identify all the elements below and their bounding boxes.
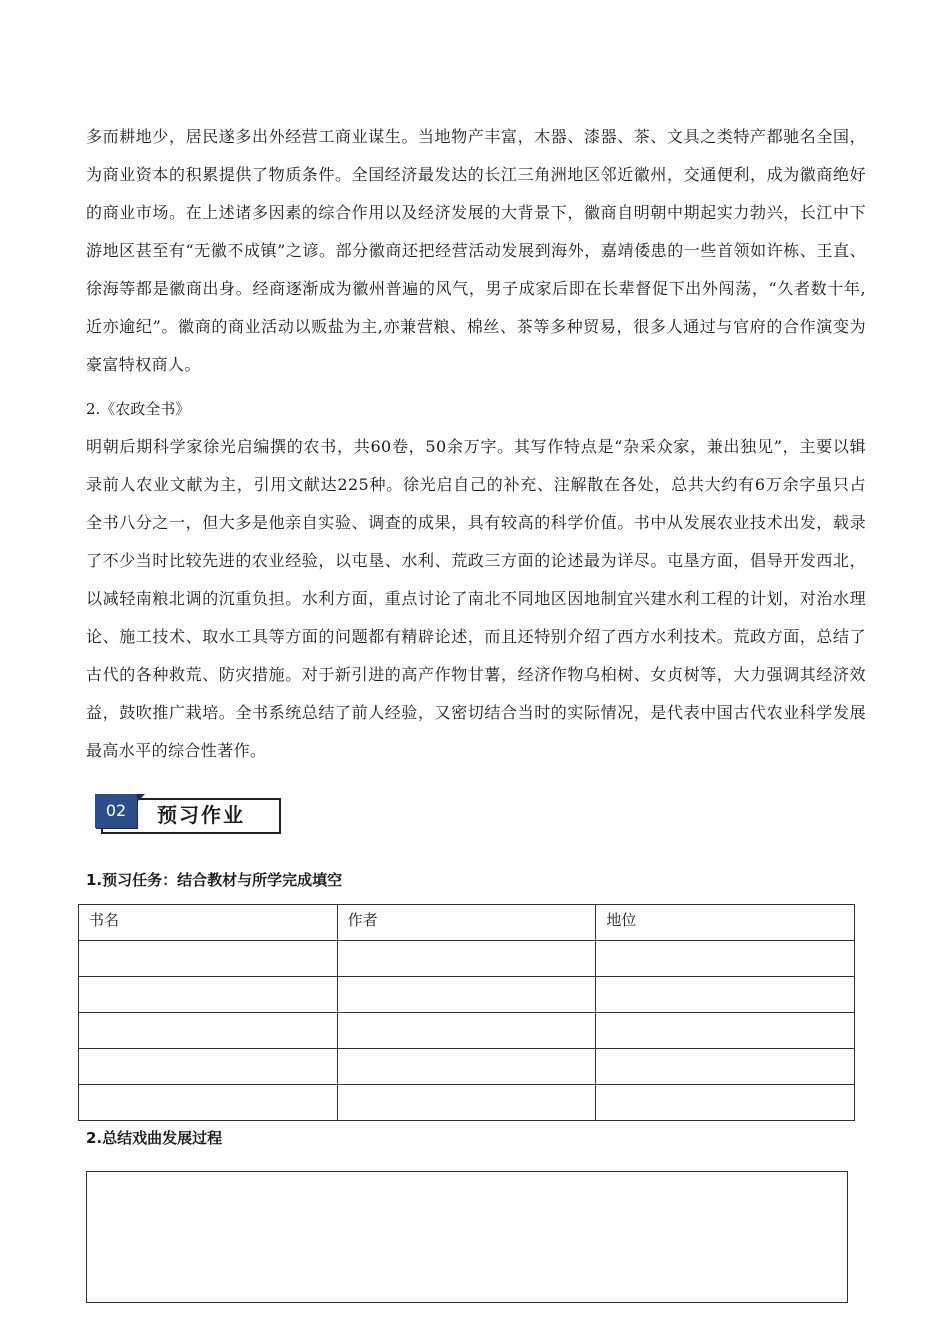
paragraph-nongzheng-quanshu: 明朝后期科学家徐光启编撰的农书，共60卷，50余万字。其写作特点是“杂采众家，兼出独见”，主要以辑录前人农业文献为主，引用文献达225种。徐光启自己的补充、注解散在各处，总共大约有6万余字虽只占全书八分之一，但大多是他亲自实验、调查的成果，具有较高的科学价值。书中从发展农业技术出发，载录了不少当时比较先进的农业经验，以屯垦、水利、荒政三方面的论述最为详尽。屯垦方面，倡导开发西北，以减轻南粮北调的沉重负担。水利方面，重点讨论了南北不同地区因地制宜兴建水利工程的计划，对治水理论、施工技术、取水工具等方面的问题都有精辟论述，而且还特别介绍了西方水利技术。荒政方面，总结了古代的各种救荒、防灾措施。对于新引进的高产作物甘薯，经济作物乌桕树、女贞树等，大力强调其经济效益，鼓吹推广栽培。全书系统总结了前人经验，又密切结合当时的实际情况，是代表中国古代农业科学发展最高水平的综合性著作。 (86, 437, 866, 760)
table-header-row (79, 905, 855, 941)
task-2-title: 2.总结戏曲发展过程 (86, 1129, 223, 1147)
table-row (79, 941, 855, 977)
table-cell[interactable] (79, 1085, 338, 1121)
section-title: 预习作业 (157, 803, 245, 827)
table-row (79, 1085, 855, 1121)
fill-in-table (78, 904, 855, 1121)
table-row (79, 977, 855, 1013)
table-cell[interactable] (79, 1013, 338, 1049)
table-cell[interactable] (596, 1013, 855, 1049)
section-badge (95, 794, 279, 832)
task-1-title: 1.预习任务：结合教材与所学完成填空 (86, 871, 343, 889)
table-cell[interactable] (596, 1049, 855, 1085)
heading-nongzheng-quanshu: 2.《农政全书》 (86, 400, 191, 418)
table-row (79, 1013, 855, 1049)
table-cell[interactable] (79, 1049, 338, 1085)
header-status: 地位 (596, 905, 855, 941)
table-cell[interactable] (79, 941, 338, 977)
table-cell[interactable] (596, 1085, 855, 1121)
table-cell[interactable] (337, 941, 596, 977)
table-cell[interactable] (337, 1013, 596, 1049)
section-number: 02 (95, 794, 137, 828)
table-row (79, 1049, 855, 1085)
table-cell[interactable] (337, 1085, 596, 1121)
paragraph-huishang: 多而耕地少，居民遂多出外经营工商业谋生。当地物产丰富，木器、漆器、茶、文具之类特产都驰名全国，为商业资本的积累提供了物质条件。全国经济最发达的长江三角洲地区邻近徽州，交通便利，成为徽商绝好的商业市场。在上述诸多因素的综合作用以及经济发展的大背景下，徽商自明朝中期起实力勃兴，长江中下游地区甚至有“无徽不成镇”之谚。部分徽商还把经营活动发展到海外，嘉靖倭患的一些首领如许栋、王直、徐海等都是徽商出身。经商逐渐成为徽州普遍的风气，男子成家后即在长辈督促下出外闯荡，“久者数十年,近亦逾纪”。徽商的商业活动以贩盐为主,亦兼营粮、棉丝、茶等多种贸易，很多人通过与官府的合作演变为豪富特权商人。 (86, 127, 866, 374)
header-book-name: 书名 (79, 905, 338, 941)
table-cell[interactable] (337, 1049, 596, 1085)
header-author: 作者 (337, 905, 596, 941)
answer-box[interactable] (86, 1171, 848, 1303)
table-cell[interactable] (337, 977, 596, 1013)
table-cell[interactable] (596, 977, 855, 1013)
table-cell[interactable] (79, 977, 338, 1013)
table-cell[interactable] (596, 941, 855, 977)
